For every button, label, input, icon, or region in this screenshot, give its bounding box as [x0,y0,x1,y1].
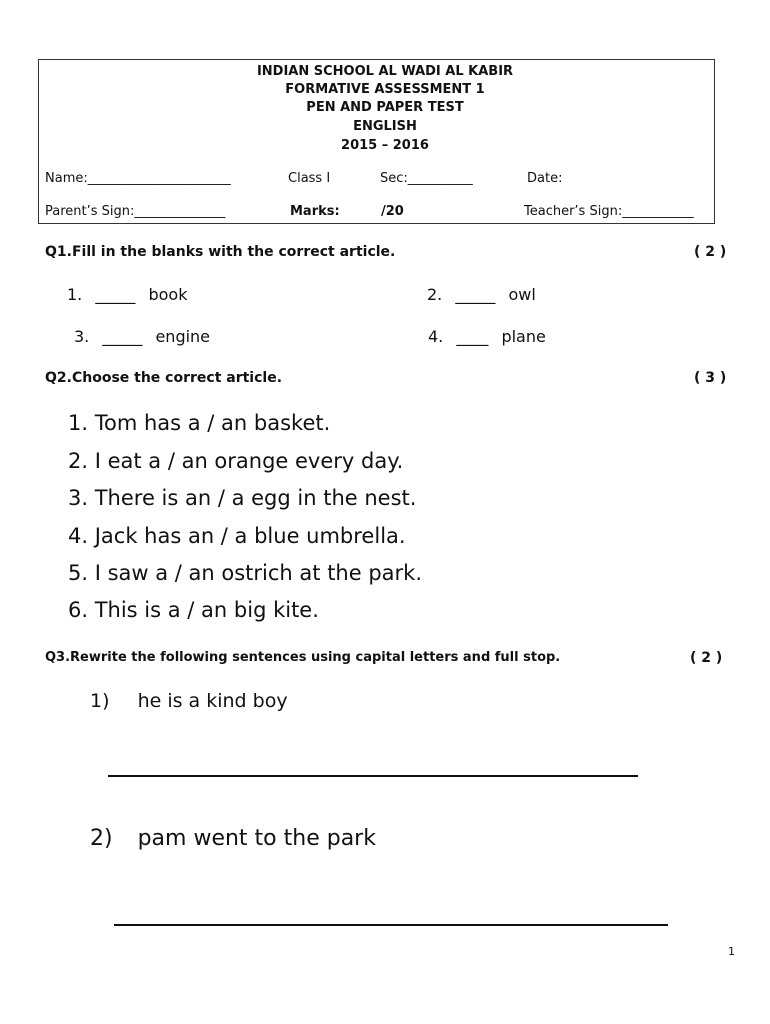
word: book [148,285,188,304]
q2-title: Q2.Choose the correct article. [45,370,283,386]
assessment-title: FORMATIVE ASSESSMENT 1 [285,82,485,97]
q1-marks: ( 2 ) [694,244,727,260]
q3-title: Q3.Rewrite the following sentences using capital letters and full stop. [45,650,561,665]
q2-item-3: 3. There is an / a egg in the nest. [68,486,417,510]
teacher-sign-field: Teacher’s Sign:___________ [524,204,694,219]
answer-line-2[interactable] [114,924,668,926]
q2-item-6: 6. This is a / an big kite. [68,598,319,622]
school-name: INDIAN SCHOOL AL WADI AL KABIR [256,64,514,79]
item-number: 2) [90,826,113,851]
marks-label: Marks: [290,204,340,219]
q1-item-1 [67,285,187,304]
academic-year: 2015 – 2016 [341,138,429,153]
q2-item-2: 2. I eat a / an orange every day. [68,449,404,473]
q1-item-4 [428,327,546,346]
blank: ____ [456,327,489,346]
q3-item-2 [90,826,376,851]
q3-marks: ( 2 ) [690,650,723,666]
word: engine [155,327,211,346]
sentence: he is a kind boy [137,690,288,712]
parent-sign-field: Parent’s Sign:______________ [45,204,226,219]
sentence: pam went to the park [137,826,376,851]
class-field: Class I [288,171,331,186]
q1-item-3 [74,327,210,346]
word: plane [501,327,546,346]
test-title: PEN AND PAPER TEST [306,100,464,115]
marks-total: /20 [381,204,404,219]
item-number: 1. [67,285,83,304]
q2-item-1: 1. Tom has a / an basket. [68,411,331,435]
item-number: 3. [74,327,90,346]
blank: _____ [455,285,496,304]
answer-line-1[interactable] [108,775,638,777]
blank: _____ [102,327,143,346]
q3-item-1 [90,690,288,712]
q1-item-2 [427,285,536,304]
item-number: 4. [428,327,444,346]
q2-item-5: 5. I saw a / an ostrich at the park. [68,561,422,585]
q1-title: Q1.Fill in the blanks with the correct article. [45,244,396,260]
subject-title: ENGLISH [353,119,417,134]
item-number: 2. [427,285,443,304]
blank: _____ [95,285,136,304]
name-field: Name:______________________ [45,171,231,186]
word: owl [508,285,536,304]
item-number: 1) [90,690,110,712]
q2-item-4: 4. Jack has an / a blue umbrella. [68,524,406,548]
q2-marks: ( 3 ) [694,370,727,386]
date-field: Date: [527,171,563,186]
page-number: 1 [728,945,735,958]
section-field: Sec:__________ [380,171,473,186]
